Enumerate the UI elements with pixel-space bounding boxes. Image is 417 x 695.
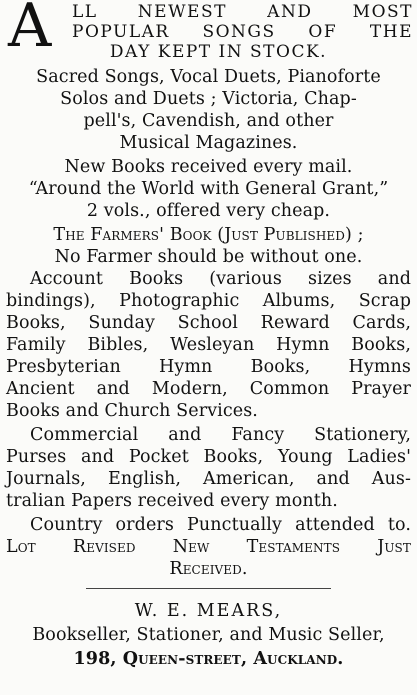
body-line: “Around the World with General Grant,” — [28, 179, 389, 199]
body-line: Lot Revised New Testaments Just — [6, 537, 411, 557]
body-line: Family Bibles, Wesleyan Hymn Books, — [6, 335, 411, 355]
body-line: pell's, Cavendish, and other — [83, 111, 334, 131]
body-line: Received. — [169, 559, 248, 579]
headline-line-2: POPULAR SONGS OF THE — [72, 22, 413, 42]
body-line: New Books received every mail. — [64, 157, 353, 177]
body-line: Sacred Songs, Vocal Duets, Pianoforte — [36, 67, 381, 87]
body-line: Purses and Pocket Books, Young Ladies' — [6, 447, 411, 467]
body-line: bindings), Photographic Albums, Scrap — [6, 291, 411, 311]
body-line: Commercial and Fancy Stationery, — [30, 425, 411, 445]
headline-line-3: DAY KEPT IN STOCK. — [109, 42, 328, 62]
body-line: 2 vols., offered very cheap. — [86, 201, 331, 221]
body-line: Presbyterian Hymn Books, Hymns — [6, 357, 411, 377]
headline-line-1: LL NEWEST AND MOST — [72, 2, 413, 22]
signature-name: W. E. MEARS, — [134, 601, 283, 621]
body-line: Country orders Punctually attended to. — [30, 515, 411, 535]
body-line: Account Books (various sizes and — [30, 269, 411, 289]
body-line: Ancient and Modern, Common Prayer — [6, 379, 411, 399]
signature-trade: Bookseller, Stationer, and Music Seller, — [32, 625, 385, 645]
headline-dropcap: A — [8, 0, 52, 61]
body-line: The Farmers' Book (Just Published) ; — [53, 225, 364, 245]
signature-address: 198, Queen-street, Auckland. — [73, 649, 344, 669]
body-line: No Farmer should be without one. — [54, 247, 363, 267]
body-line: Journals, English, American, and Aus- — [6, 469, 411, 489]
body-line: Books, Sunday School Reward Cards, — [6, 313, 411, 333]
body-line: Solos and Duets ; Victoria, Chap- — [60, 89, 357, 109]
divider-rule — [86, 588, 331, 589]
body-line: tralian Papers received every month. — [6, 491, 338, 511]
body-line: Musical Magazines. — [119, 133, 298, 153]
body-line: Books and Church Services. — [6, 401, 258, 421]
